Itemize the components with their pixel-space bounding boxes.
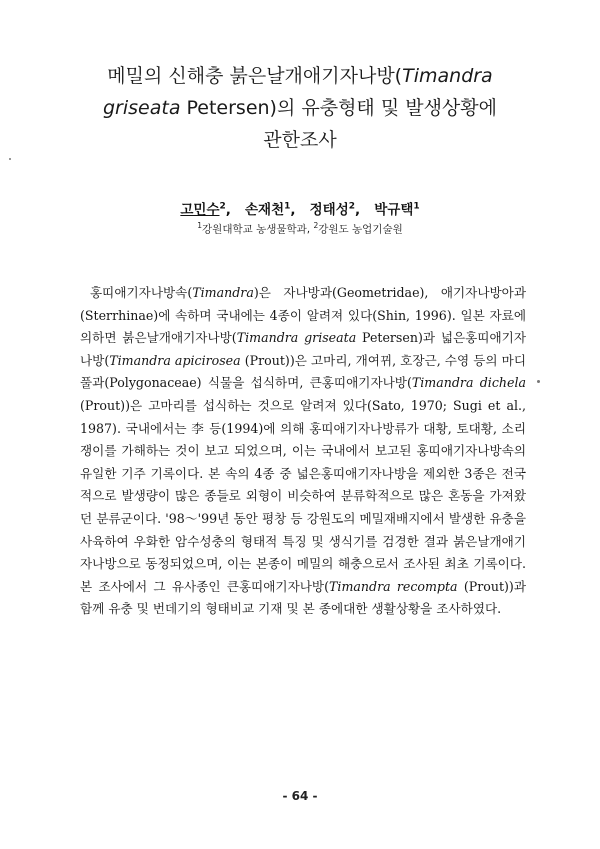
body-sci-name: Timandra dichela xyxy=(411,375,526,391)
title-part3: 관한조사 xyxy=(263,129,337,151)
body-text: (Prout))은 고마리, 개여뀌, 호장근, 수영 등의 마디풀과(Polygonaceae) 식물을 섭식하며, 큰홍띠애기자나방( xyxy=(80,352,526,391)
body-sci-name: Timandra apicirosea xyxy=(109,352,241,368)
affiliation-line xyxy=(40,221,560,237)
affil-text: 강원도 농업기술원 xyxy=(318,223,403,236)
author-sep: , xyxy=(355,202,370,218)
title-part1: 메밀의 신해충 붉은날개애기자나방( xyxy=(107,65,403,87)
body-sci-name: Timandra griseata xyxy=(236,330,357,346)
affil-mark: 1 xyxy=(197,221,203,230)
author-name: 손재천 xyxy=(244,202,285,218)
scan-speck xyxy=(9,158,11,160)
author-name: 정태성 xyxy=(309,202,349,218)
body-text: Petersen)과 넓은홍띠애기자나방( xyxy=(80,330,527,368)
scan-speck xyxy=(537,380,540,383)
body-text: (Prout))은 고마리를 섭식하는 것으로 알려져 있다(Sato, 1970; Sugi et al., 1987). 국내에서는 李 등(1994)에 의해 홍띠애기자나방류가 대황, 토대황, 소리쟁이를 가해하는 것이 보고 되었으며, 이는 국내에서 보고된 홍띠애기자나방속의 유일한 기주 기록이다. 본 속의 4종 중 넓은홍띠애기자나방을 제외한 3종은 전국적으로 발생량이 많은 종들로 외형이 비슷하여 분류학적으로 많은 혼동을 가져왔던 분류군이다. '98～'99년 동안 평창 등 강원도의 메밀재배지에서 발생한 유충을 사육하여 우화한 암수성충의 형태적 특징 및 생식기를 검경한 결과 붉은날개애기자나방으로 동정되었으며, 이는 본종이 메밀의 해충으로서 조사된 최초 기록이다. 본 조사에서 그 유사종인 큰홍띠애기자나방( xyxy=(80,397,526,594)
author-affil-mark: 2 xyxy=(348,201,355,212)
author-affil-mark: 1 xyxy=(413,201,420,212)
author-name: 고민수 xyxy=(180,202,220,218)
paper-title xyxy=(40,60,560,156)
title-genus: Timandra xyxy=(402,65,493,87)
page-number: - 64 - xyxy=(282,789,318,803)
author-affil-mark: 2 xyxy=(219,201,226,212)
author-sep: , xyxy=(225,202,241,218)
title-species: griseata xyxy=(102,97,181,119)
body-paragraph xyxy=(80,282,526,621)
body-text: (Prout))과 함께 유충 및 번데기의 형태비교 기재 및 본 종에대한 생활상황을 조사하였다. xyxy=(80,578,526,617)
body-sci-name: Timandra xyxy=(192,285,254,300)
author-name: 박규택 xyxy=(374,202,414,218)
body-text: 홍띠애기자나방속( xyxy=(90,285,193,300)
author-list xyxy=(40,198,560,218)
body-sci-name: Timandra recompta xyxy=(329,578,458,594)
title-part2: Petersen)의 유충형태 및 발생상황에 xyxy=(180,97,497,119)
author-affil-mark: 1 xyxy=(284,201,291,212)
author-sep: , xyxy=(290,202,305,218)
affil-mark: 2 xyxy=(313,221,319,230)
affil-text: 강원대학교 농생물학과, xyxy=(202,223,314,236)
body-text: )은 자나방과(Geometridae), 애기자나방아과(Sterrhinae)에 속하며 국내에는 4종이 알려져 있다(Shin, 1996). 일본 자료에 의하면 붉은날개애기자나방( xyxy=(80,285,526,346)
